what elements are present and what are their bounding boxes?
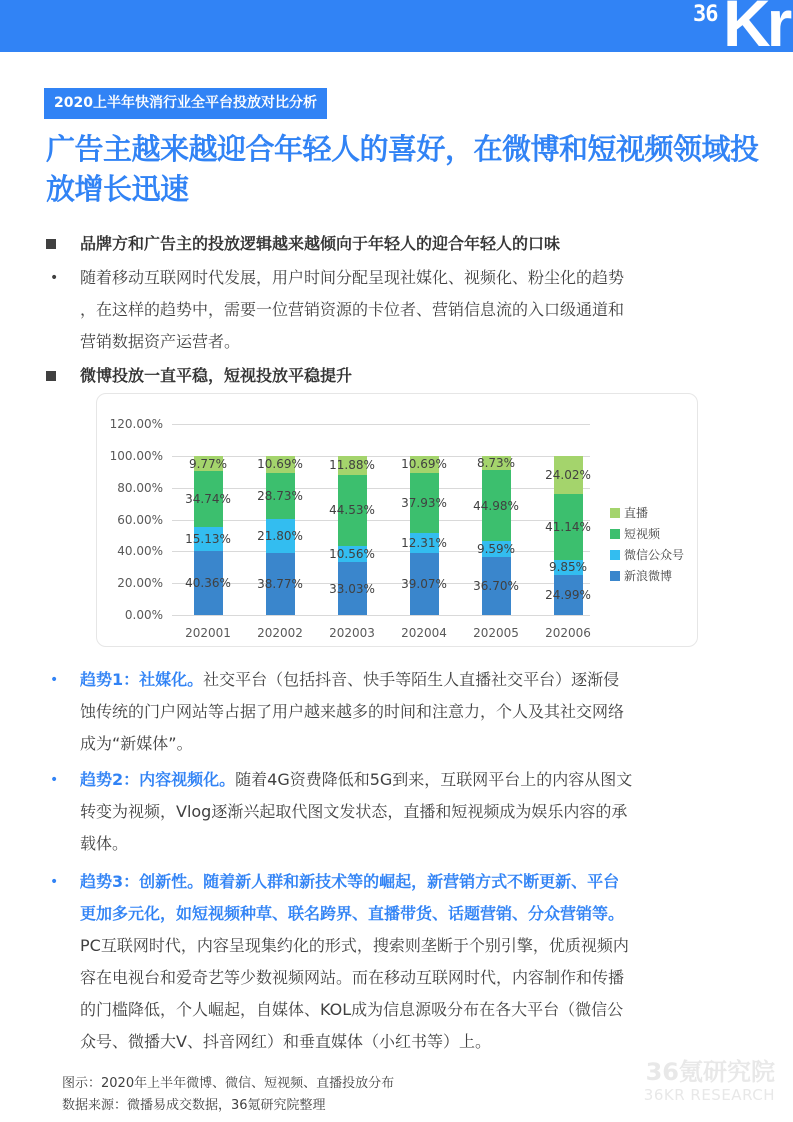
- data-label: 9.59%: [476, 541, 516, 556]
- page-headline: 广告主越来越迎合年轻人的喜好，在微博和短视频领域投放增长迅速: [46, 132, 759, 206]
- watermark-en: 36KR RESEARCH: [643, 1086, 775, 1104]
- legend-item: [610, 548, 684, 562]
- data-label: 33.03%: [329, 581, 375, 596]
- y-tick-label: 120.00%: [109, 417, 163, 431]
- data-label: 9.85%: [548, 560, 588, 575]
- x-tick-label: 202002: [257, 626, 303, 640]
- trend-1: [46, 664, 766, 760]
- point-body-1: [46, 262, 766, 358]
- y-tick-label: 100.00%: [109, 448, 163, 463]
- data-label: 24.02%: [545, 467, 591, 482]
- trend-text: 众号、微播大V、抖音网红）和垂直媒体（小红书等）上。: [80, 1032, 491, 1051]
- legend-item: [610, 506, 648, 520]
- data-label: 10.56%: [329, 547, 375, 562]
- trend-1-title: 趋势1：社媒化。: [80, 670, 204, 689]
- point-heading-text: 微博投放一直平稳，短视投放平稳提升: [80, 366, 353, 385]
- data-label: 39.07%: [401, 576, 447, 591]
- section-tag: 2020上半年快消行业全平台投放对比分析: [44, 88, 327, 119]
- data-label: 10.69%: [257, 457, 303, 472]
- data-label: 21.80%: [257, 528, 303, 543]
- trend-text: 成为“新媒体”。: [80, 734, 193, 753]
- trend-3: [46, 866, 766, 1058]
- 36kr-logo: [683, 0, 793, 52]
- trend-text: 容在电视台和爱奇艺等少数视频网站。而在移动互联网时代，内容制作和传播: [80, 968, 625, 987]
- trend-3-title: 更加多元化，如短视频种草、联名跨界、直播带货、话题营销、分众营销等。: [80, 904, 625, 923]
- gridline: [172, 424, 590, 425]
- legend-swatch-icon: [610, 508, 620, 518]
- y-tick-label: 0.00%: [124, 608, 163, 622]
- legend-item: [610, 569, 672, 583]
- trend-2: [46, 764, 766, 860]
- legend-swatch-icon: [610, 571, 620, 581]
- trend-1-line-1: [80, 664, 619, 696]
- y-tick-label: 20.00%: [117, 576, 163, 591]
- data-source: 数据来源：微播易成交数据，36氪研究院整理: [62, 1098, 326, 1113]
- figure-caption: 图示：2020年上半年微博、微信、短视频、直播投放分布: [62, 1076, 395, 1091]
- data-label: 41.14%: [545, 519, 591, 534]
- gridline: [172, 615, 590, 616]
- logo-36: 36: [693, 2, 718, 27]
- gridline: [172, 488, 590, 489]
- data-label: 40.36%: [185, 575, 231, 590]
- trend-text: 转变为视频，Vlog逐渐兴起取代图文发状态，直播和短视频成为娱乐内容的承: [80, 802, 628, 821]
- x-tick-label: 202006: [545, 626, 591, 640]
- data-label: 9.77%: [188, 456, 228, 471]
- data-label: 36.70%: [473, 578, 519, 593]
- point-heading-1: [46, 228, 766, 260]
- legend-label: 直播: [624, 506, 649, 520]
- data-label: 24.99%: [545, 588, 591, 603]
- trend-2-line-1: [80, 764, 632, 796]
- x-tick-label: 202001: [185, 626, 231, 640]
- legend-label: 短视频: [624, 527, 661, 541]
- y-tick-label: 80.00%: [117, 480, 163, 495]
- trend-3-title: 趋势3：创新性。随着新人群和新技术等的崛起，新营销方式不断更新、平台: [80, 872, 620, 891]
- data-label: 8.73%: [476, 455, 516, 470]
- trend-text: 载体。: [80, 834, 129, 853]
- bullet-dot-icon: •: [50, 874, 59, 890]
- bullet-dot-icon: •: [50, 270, 59, 286]
- trend-text: PC互联网时代，内容呈现集约化的形式，搜索则垄断于个别引擎，优质视频内: [80, 936, 629, 955]
- x-tick-label: 202003: [329, 626, 375, 640]
- trend-text: 随着4G资费降低和5G到来，互联网平台上的内容从图文: [235, 770, 633, 789]
- legend-swatch-icon: [610, 550, 620, 560]
- trend-text: 蚀传统的门户网站等占据了用户越来越多的时间和注意力，个人及其社交网络: [80, 702, 625, 721]
- data-label: 37.93%: [401, 496, 447, 511]
- body-line: 营销数据资产运营者。: [80, 332, 241, 351]
- data-label: 44.98%: [473, 498, 519, 513]
- legend-item: [610, 527, 660, 541]
- top-banner: [0, 0, 793, 52]
- point-heading-text: 品牌方和广告主的投放逻辑越来越倾向于年轻人的迎合年轻人的口味: [80, 234, 561, 253]
- gridline: [172, 520, 590, 521]
- body-line: 随着移动互联网时代发展，用户时间分配呈现社媒化、视频化、粉尘化的趋势: [80, 268, 625, 287]
- bullet-dot-icon: •: [50, 772, 59, 788]
- body-line: ，在这样的趋势中，需要一位营销资源的卡位者、营销信息流的入口级通道和: [80, 300, 625, 319]
- watermark: [644, 1058, 775, 1104]
- data-label: 15.13%: [185, 531, 231, 546]
- y-tick-label: 40.00%: [117, 544, 163, 559]
- x-tick-label: 202004: [401, 626, 447, 640]
- trend-text: 的门槛降低，个人崛起，自媒体、KOL成为信息源吸分布在各大平台（微信公: [80, 1000, 624, 1019]
- legend-label: 微信公众号: [624, 548, 685, 562]
- bullet-dot-icon: •: [50, 672, 59, 688]
- legend-swatch-icon: [610, 529, 620, 539]
- data-label: 12.31%: [401, 536, 447, 551]
- trend-2-title: 趋势2：内容视频化。: [80, 770, 236, 789]
- watermark-cn: 36氪研究院: [645, 1058, 775, 1086]
- data-label: 11.88%: [329, 458, 375, 473]
- legend-label: 新浪微博: [624, 569, 673, 583]
- logo-kr: Kr: [723, 0, 789, 52]
- y-tick-label: 60.00%: [117, 512, 163, 527]
- data-label: 10.69%: [401, 457, 447, 472]
- point-heading-2: [46, 360, 766, 392]
- data-label: 38.77%: [257, 577, 303, 592]
- square-bullet-icon: [46, 371, 56, 381]
- trend-text: 社交平台（包括抖音、快手等陌生人直播社交平台）逐渐侵: [203, 670, 620, 689]
- x-tick-label: 202005: [473, 626, 519, 640]
- data-label: 28.73%: [257, 488, 303, 503]
- square-bullet-icon: [46, 239, 56, 249]
- data-label: 44.53%: [329, 503, 375, 518]
- data-label: 34.74%: [185, 492, 231, 507]
